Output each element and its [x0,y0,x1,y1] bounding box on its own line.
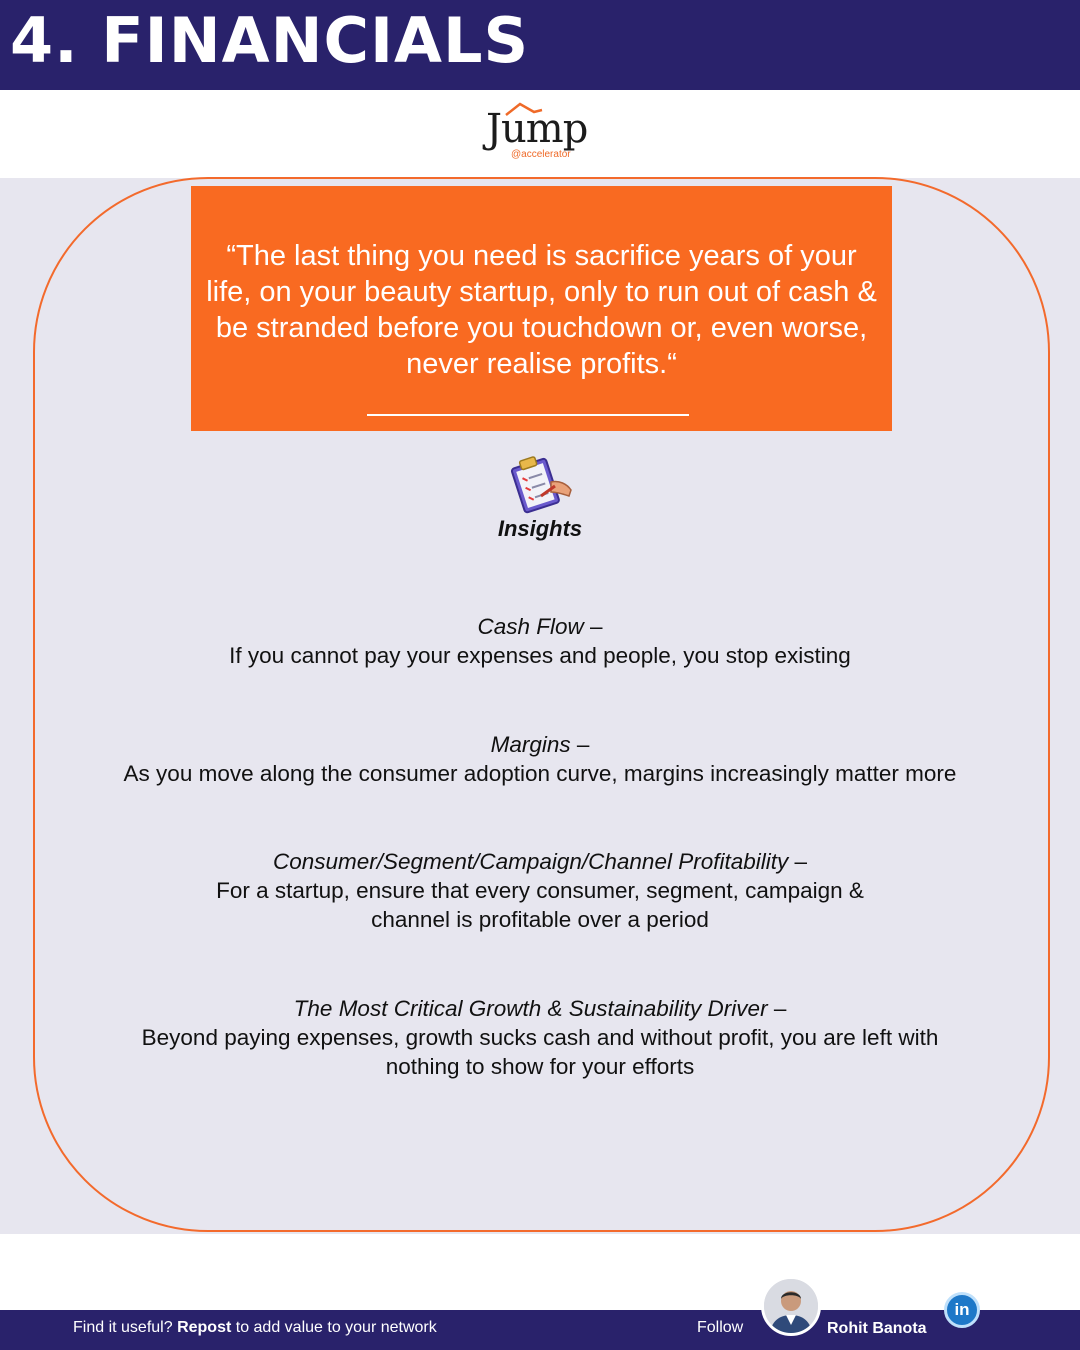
section-dash: – [767,996,787,1021]
clipboard-checklist-icon [507,452,575,514]
linkedin-icon[interactable]: in [944,1292,980,1328]
insights-label: Insights [497,516,583,541]
quote-divider [367,414,689,416]
jump-logo [486,102,598,166]
avatar[interactable] [761,1276,821,1336]
section-body-line1: For a startup, ensure that every consumer, segment, campaign & [216,878,864,903]
section-title: Consumer/Segment/Campaign/Channel Profitability [272,849,789,874]
section-dash: – [583,614,603,639]
avatar-portrait-icon [764,1279,818,1333]
section-title: Cash Flow [477,614,584,639]
section-body: If you cannot pay your expenses and people, you stop existing [229,643,851,668]
section-margins [40,730,1040,788]
logo-wordmark: Jump [486,106,588,152]
section-body-line1: Beyond paying expenses, growth sucks cash and without profit, you are left with [141,1025,939,1050]
bottom-spacer [0,1234,1080,1310]
section-cash-flow [40,612,1040,670]
section-dash: – [570,732,590,757]
section-dash: – [788,849,808,874]
header-bar [0,0,1080,90]
page-title: 4. FINANCIALS [10,4,530,77]
section-growth-driver [40,994,1040,1081]
follow-label: Follow [697,1319,744,1336]
quote-text: “The last thing you need is sacrifice years of your life, on your beauty startup, only to run out of cash & be stranded before you touchdown or, even worse, never realise profits.“ [206,240,877,380]
section-body-line2: nothing to show for your efforts [385,1054,695,1079]
footer-cta: Find it useful? Repost to add value to your network [73,1319,437,1336]
logo-tagline: @accelerator [511,149,571,160]
section-title: Margins [490,732,571,757]
author-name[interactable]: Rohit Banota [827,1320,927,1337]
section-body: As you move along the consumer adoption curve, margins increasingly matter more [123,761,957,786]
quote-box [191,186,892,431]
section-profitability [40,847,1040,934]
section-title: The Most Critical Growth & Sustainability Driver [293,996,768,1021]
footer-bar [0,1310,1080,1350]
repost-link[interactable]: Repost [177,1319,232,1336]
section-body-line2: channel is profitable over a period [371,907,709,932]
